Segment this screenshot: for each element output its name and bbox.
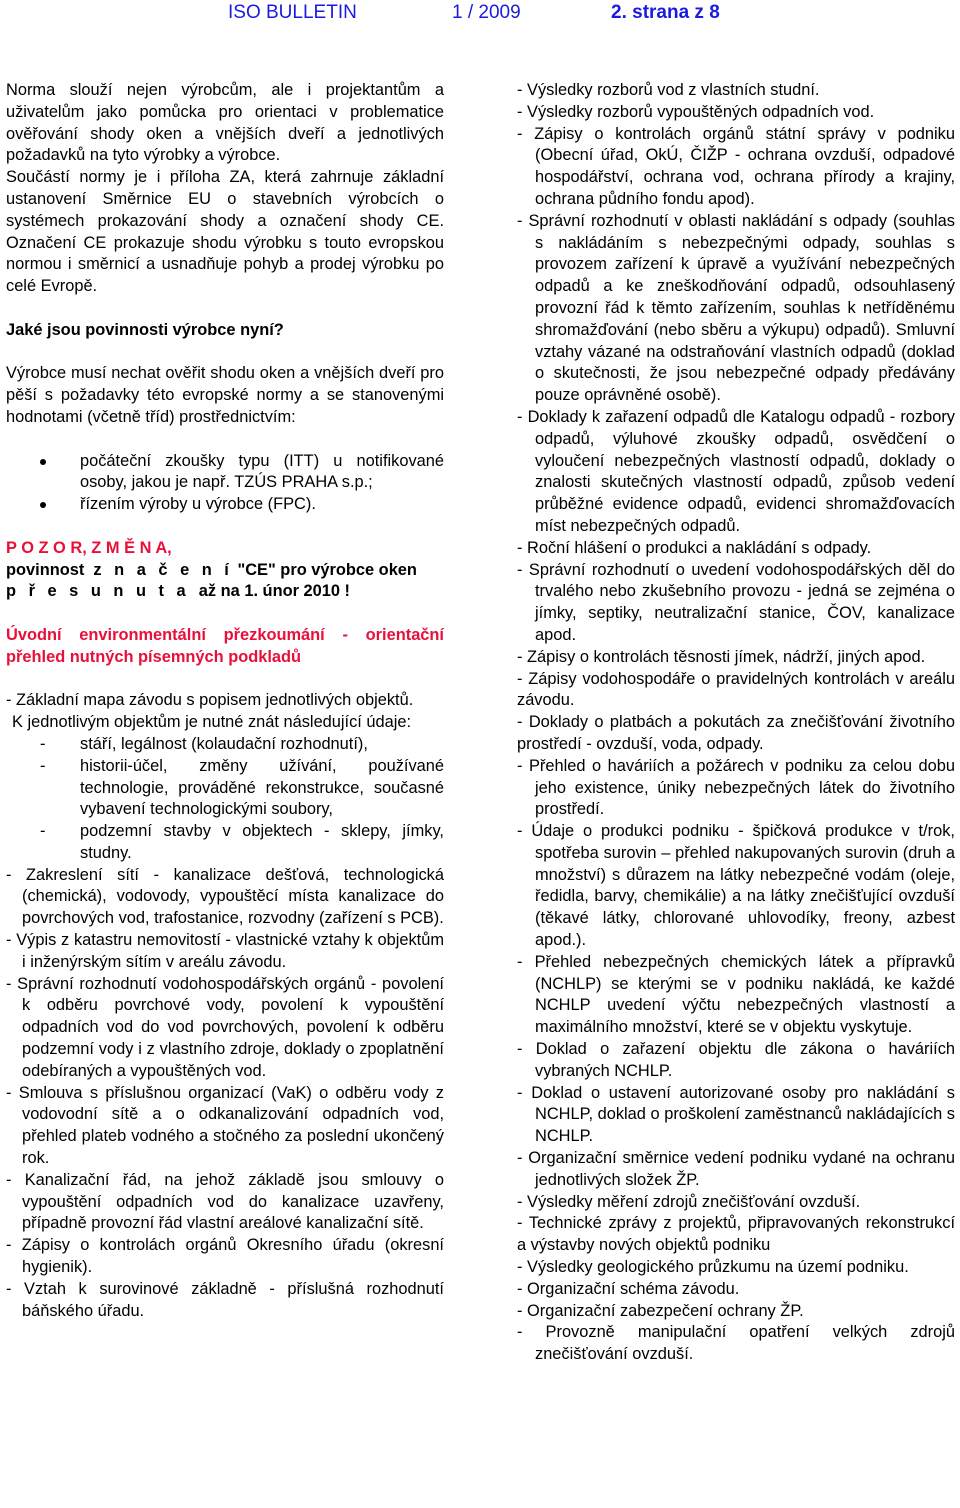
right-list-item: - Správní rozhodnutí o uvedení vodohospodářských děl do trvalého nebo zkušebního provozu - jedná se zejména o jímky, septiky, neutralizační stanice, ČOV, kanalizace apod.	[517, 560, 955, 644]
bullet-text: řízením výroby u výrobce (FPC).	[80, 495, 316, 514]
right-list-item: - Údaje o produkci podniku - špičková produkce v t/rok, spotřeba surovin – přehled nakupovaných surovin (druh a množství) s důrazem na látky nebezpečné vodám (oleje, ředidla, barvy, chemikálie) a na látky znečišťující ovzduší (těkavé látky, chlorované uhlovodíky, freony, azbest apod.).	[517, 822, 955, 950]
answer-paragraph: Výrobce musí nechat ověřit shodu oken a vnějších dveří pro pěší s požadavky této evropské normy a se stanovenými hodnotami (včetně tříd) prostřednictvím:	[6, 364, 444, 426]
notice-line-3	[6, 581, 444, 603]
bullet-text: počáteční zkoušky typu (ITT) u notifikované osoby, jakou je např. TZÚS PRAHA s.p.;	[80, 451, 444, 492]
right-list-item: - Organizační schéma závodu.	[517, 1279, 740, 1298]
right-list-item: - Výsledky geologického průzkumu na území podniku.	[517, 1258, 909, 1277]
issue-number: 1 / 2009	[452, 2, 521, 23]
notice-ce: "CE" pro výrobce oken	[237, 560, 417, 579]
right-list-item: - Doklad o zařazení objektu dle zákona o haváriích vybraných NCHLP.	[517, 1040, 955, 1080]
right-column	[517, 80, 955, 1366]
left-list-item: - Zakreslení sítí - kanalizace dešťová, technologická (chemická), vodovody, vypouštěcí místa kanalizace do povrchových vod, trafostanice, rozvodny (zařízení s PCB).	[6, 865, 444, 928]
page-number: 2. strana z 8	[611, 2, 720, 23]
object-item: - historii-účel, změny užívání, používané technologie, prováděné rekonstrukce, současné vybavení technologickými soubory,	[40, 756, 444, 819]
bulletin-title: ISO BULLETIN	[228, 2, 357, 23]
notice-line-1: P O Z O R, Z M Ě N A,	[6, 538, 172, 557]
notice-line-2	[6, 560, 444, 582]
question-heading: Jaké jsou povinnosti výrobce nyní?	[6, 320, 284, 339]
base-map-item: - Základní mapa závodu s popisem jednotlivých objektů.	[6, 691, 414, 710]
right-list-item: - Přehled o haváriích a požárech v podniku za celou dobu jeho existence, úniky nebezpečných látek do životního prostředí.	[517, 756, 955, 819]
right-list-item: - Technické zprávy z projektů, připravovaných rekonstrukcí a výstavby nových objektů podniku	[517, 1214, 955, 1255]
intro-paragraph-1: Norma slouží nejen výrobcům, ale i projektantům a uživatelům jako pomůcka pro orientaci v problematice ověřování shody oken a vnějších dveří a jednotlivých požadavků na tyto výrobky a výrobce.	[6, 81, 444, 165]
left-list-item: - Smlouva s příslušnou organizací (VaK) o odběru vody z vodovodní sítě a o odkanalizování odpadních vod, přehled plateb vodného a stočného za poslední ukončený rok.	[6, 1083, 444, 1168]
right-list-item: - Zápisy vodohospodáře o pravidelných kontrolách v areálu závodu.	[517, 669, 955, 710]
notice-moved: p ř e s u n u t a	[6, 582, 190, 601]
object-item: - podzemní stavby v objektech - sklepy, jímky, studny.	[40, 822, 444, 862]
left-list-item: - Vztah k surovinové základně - příslušná rozhodnutí báňského úřadu.	[6, 1279, 444, 1320]
right-list-item: - Přehled nebezpečných chemických látek a přípravků (NCHLP) se kterými se v podniku nakládá, ke každé NCHLP uvedení výčtu nebezpečných vlastností a maximálního množství, které se v objektu vyskytuje.	[517, 952, 955, 1037]
intro-paragraph-2: Součástí normy je i příloha ZA, která zahrnuje základní ustanovení Směrnice EU o stavebních výrobcích o systémech prokazování shody a označení shody CE. Označení CE prokazuje shodu výrobku s touto evropskou normou i směrnicí a usnadňuje pohyb a prodej výrobku po celé Evropě.	[6, 168, 444, 296]
right-list-item: - Doklad o ustavení autorizované osoby pro nakládání s NCHLP, doklad o proškolení zaměstnanců nakládajících s NCHLP.	[517, 1083, 955, 1146]
bullet-icon	[40, 502, 46, 508]
right-list-item: - Zápisy o kontrolách těsnosti jímek, nádrží, jiných apod.	[517, 647, 926, 666]
left-list-item: - Zápisy o kontrolách orgánů Okresního úřadu (okresní hygienik).	[6, 1236, 444, 1277]
left-list-item: - Výpis z katastru nemovitostí - vlastnické vztahy k objektům i inženýrským sítím v areálu závodu.	[6, 931, 444, 971]
right-list-item: - Výsledky rozborů vypouštěných odpadních vod.	[517, 102, 875, 121]
notice-obligation: povinnost	[6, 560, 85, 579]
right-list-item: - Výsledky rozborů vod z vlastních studní.	[517, 81, 820, 99]
notice-date: až na 1. únor 2010 !	[198, 582, 350, 601]
left-list-item: - Kanalizační řád, na jehož základě jsou smlouvy o vypouštění odpadních vod do kanalizace uzavřeny, případně provozní řád vlastní areálové kanalizační sítě.	[6, 1170, 444, 1233]
left-list-item: - Správní rozhodnutí vodohospodářských orgánů - povolení k odběru povrchové vody, povolení k vypouštění odpadních vod do vod povrchových, povolení k odběru podzemní vody i z vlastního zdroje, doklady o zpoplatnění odebíraných a vypouštěných vod.	[6, 974, 444, 1080]
right-list-item: - Doklady o platbách a pokutách za znečišťování životního prostředí - ovzduší, voda, odpady.	[517, 713, 955, 753]
right-list-item: - Roční hlášení o produkci a nakládání s odpady.	[517, 538, 872, 557]
right-list-item: - Správní rozhodnutí v oblasti nakládání s odpady (souhlas s nakládáním s nebezpečnými odpady, souhlas s provozem zařízení k úpravě a využívání nebezpečných odpadů a ke zneškodňování odpadů, odsouhlasený provozní řád k těmto zařízením, souhlas k netříděnému shromažďování (nebo sběru a výkupu) odpadů). Smluvní vztahy vázané na odstraňování vlastních odpadů (doklad o skutečnosti, že jsou nebezpečné odpady předávány pouze oprávněné osobě).	[517, 211, 955, 405]
section-heading: Úvodní environmentální přezkoumání - orientační přehled nutných písemných podkladů	[6, 625, 444, 666]
left-column	[6, 80, 444, 1322]
bullet-item-itt	[6, 451, 444, 495]
right-list-item: - Doklady k zařazení odpadů dle Katalogu odpadů - rozbory odpadů, výluhové zkoušky odpadů, osvědčení o vyloučení nebezpečných vlastností odpadů, doklady o znalosti skutečných vlastností odpadů, způsob vedení průběžné evidence odpadů, evidenci shromažďovacích míst nebezpečných odpadů.	[517, 407, 955, 535]
objects-intro: K jednotlivým objektům je nutné znát následující údaje:	[12, 713, 412, 732]
right-list-item: - Organizační směrnice vedení podniku vydané na ochranu jednotlivých složek ŽP.	[517, 1149, 955, 1189]
notice-marking: z n a č e n í	[93, 560, 233, 579]
object-item: - stáří, legálnost (kolaudační rozhodnutí),	[40, 734, 368, 753]
right-list-item: - Zápisy o kontrolách orgánů státní správy v podniku (Obecní úřad, OkÚ, ČIŽP - ochrana ovzduší, odpadové hospodářství, ochrana vod, ochrana přírody a krajiny, ochrana půdního fondu apod).	[517, 124, 955, 208]
bullet-icon	[40, 459, 46, 465]
right-list-item: - Organizační zabezpečení ochrany ŽP.	[517, 1301, 804, 1320]
bullet-item-fpc	[6, 494, 444, 516]
page-header	[0, 0, 960, 30]
right-list-item: - Provozně manipulační opatření velkých zdrojů znečišťování ovzduší.	[517, 1323, 955, 1364]
right-list-item: - Výsledky měření zdrojů znečišťování ovzduší.	[517, 1192, 861, 1211]
